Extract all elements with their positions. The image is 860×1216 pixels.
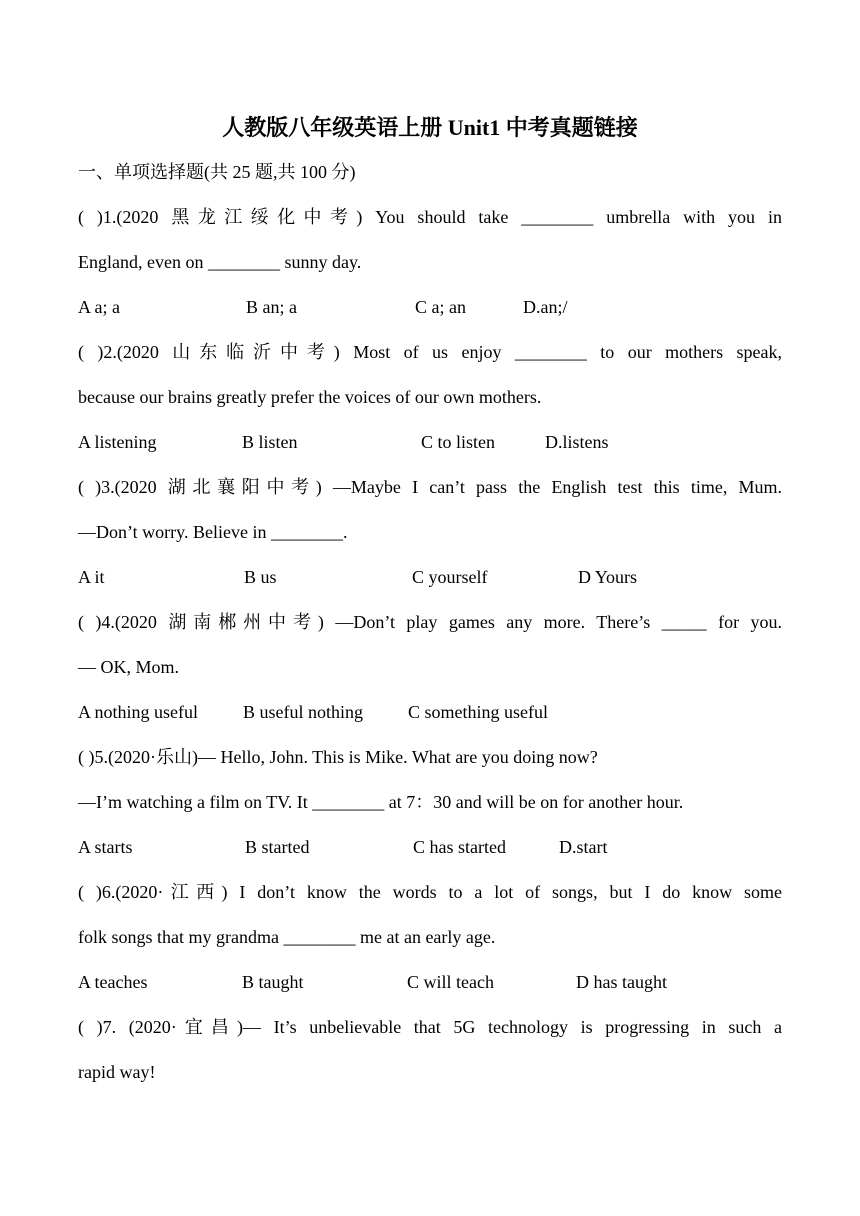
option-a: A starts <box>78 837 133 857</box>
option-b: B listen <box>242 432 298 452</box>
option-b: B an; a <box>246 297 297 317</box>
question-5-line-1: ( )5.(2020·乐山)— Hello, John. This is Mike. What are you doing now? <box>78 747 598 767</box>
question-6-line-1: ( )6.(2020·江西) I don’t know the words to a lot of songs, but I do know some <box>78 882 782 902</box>
option-c: C will teach <box>407 972 494 992</box>
option-b: B us <box>244 567 277 587</box>
option-c: C has started <box>413 837 506 857</box>
option-a: A teaches <box>78 972 148 992</box>
option-a: A nothing useful <box>78 702 198 722</box>
option-a: A listening <box>78 432 157 452</box>
question-2-line-2: because our brains greatly prefer the voices of our own mothers. <box>78 387 542 407</box>
option-a: A it <box>78 567 105 587</box>
question-4-line-1: ( )4.(2020 湖南郴州中考) —Don’t play games any more. There’s _____ for you. <box>78 612 782 632</box>
option-b: B started <box>245 837 310 857</box>
option-c: C yourself <box>412 567 488 587</box>
option-b: B useful nothing <box>243 702 363 722</box>
option-c: C something useful <box>408 702 548 722</box>
option-a: A a; a <box>78 297 120 317</box>
section-heading: 一、单项选择题(共 25 题,共 100 分) <box>78 162 356 182</box>
question-1-line-2: England, even on ________ sunny day. <box>78 252 362 272</box>
question-5-line-2: —I’m watching a film on TV. It ________ at 7：30 and will be on for another hour. <box>78 792 684 812</box>
option-b: B taught <box>242 972 304 992</box>
option-d: D.start <box>559 837 608 857</box>
page-title: 人教版八年级英语上册 Unit1 中考真题链接 <box>222 115 638 140</box>
option-d: D.an;/ <box>523 297 568 317</box>
question-4-line-2: — OK, Mom. <box>78 657 180 677</box>
question-2-line-1: ( )2.(2020 山东临沂中考) Most of us enjoy ________ to our mothers speak, <box>78 342 782 362</box>
question-7-line-2: rapid way! <box>78 1062 156 1082</box>
question-1-line-1: ( )1.(2020 黑龙江绥化中考) You should take ________ umbrella with you in <box>78 207 782 227</box>
question-6-line-2: folk songs that my grandma ________ me at an early age. <box>78 927 496 947</box>
option-d: D.listens <box>545 432 609 452</box>
option-c: C to listen <box>421 432 496 452</box>
option-c: C a; an <box>415 297 466 317</box>
option-d: D Yours <box>578 567 638 587</box>
option-d: D has taught <box>576 972 667 992</box>
question-3-line-2: —Don’t worry. Believe in ________. <box>78 522 348 542</box>
question-7-line-1: ( )7. (2020·宜昌)— It’s unbelievable that 5G technology is progressing in such a <box>78 1017 782 1037</box>
question-3-line-1: ( )3.(2020 湖北襄阳中考) —Maybe I can’t pass the English test this time, Mum. <box>78 477 782 497</box>
